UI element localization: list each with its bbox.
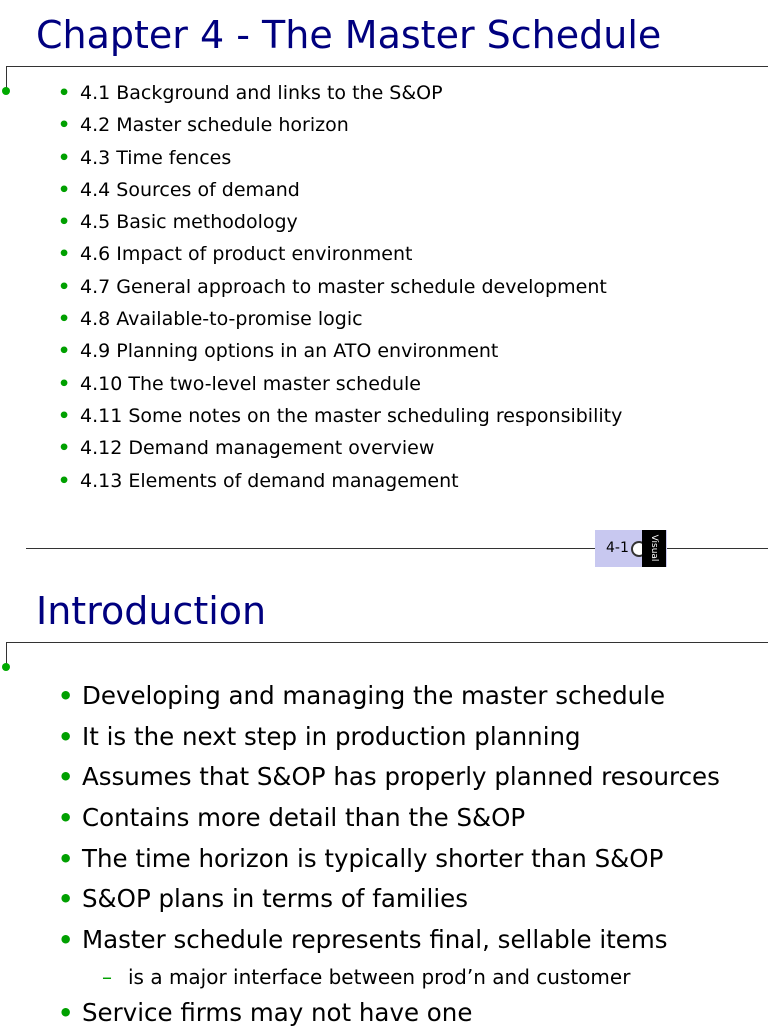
list-item <box>58 400 622 432</box>
list-item <box>58 109 622 141</box>
list-item <box>58 993 720 1034</box>
list-item-text: 4.2 Master schedule horizon <box>80 114 349 137</box>
list-item-text: 4.8 Available-to-promise logic <box>80 308 363 331</box>
list-item <box>58 717 720 758</box>
list-item <box>58 920 720 961</box>
list-item-text: 4.6 Impact of product environment <box>80 243 413 266</box>
list-item-text: Service firms may not have one <box>82 997 473 1027</box>
list-item-text: Master schedule represents final, sellable items <box>82 925 668 955</box>
bullet-icon: • <box>58 804 74 833</box>
bullet-icon: • <box>58 469 71 492</box>
bullet-icon: • <box>58 404 71 427</box>
bullet-marker-dot <box>2 87 10 95</box>
list-item-text: 4.3 Time fences <box>80 146 232 169</box>
bullet-icon: • <box>58 82 71 104</box>
list-item-text: 4.12 Demand management overview <box>80 437 435 460</box>
slide-title: Chapter 4 - The Master Schedule <box>36 13 662 57</box>
list-item <box>58 676 720 717</box>
page-number: 4-1 <box>606 540 629 556</box>
list-item <box>58 368 622 400</box>
list-item-text: Contains more detail than the S&OP <box>82 803 526 833</box>
header-rule <box>6 642 768 643</box>
bullet-icon: • <box>58 722 74 751</box>
list-item-text: 4.7 General approach to master schedule development <box>80 275 607 298</box>
bullet-icon: • <box>58 178 71 201</box>
bullet-icon: • <box>58 998 74 1027</box>
bullet-icon: • <box>58 437 71 460</box>
list-item <box>58 839 720 880</box>
list-item <box>58 465 622 497</box>
list-item-text: Assumes that S&OP has properly planned resources <box>82 762 720 792</box>
list-item-text: 4.1 Background and links to the S&OP <box>80 82 443 104</box>
bullet-icon: • <box>58 372 71 395</box>
list-item-text: 4.4 Sources of demand <box>80 178 300 201</box>
list-item <box>58 757 720 798</box>
list-item <box>58 206 622 238</box>
list-item <box>58 303 622 335</box>
slide-title: Introduction <box>36 589 267 633</box>
visual-tab <box>642 530 666 567</box>
list-item-text: Developing and managing the master schedule <box>82 681 666 710</box>
bullet-icon: • <box>58 885 74 914</box>
bullet-icon: • <box>58 275 71 298</box>
bullet-icon: • <box>58 308 71 331</box>
list-item <box>58 238 622 270</box>
list-item <box>58 798 720 839</box>
list-item-text: 4.13 Elements of demand management <box>80 469 459 492</box>
list-item-text: 4.5 Basic methodology <box>80 211 298 234</box>
list-item <box>58 174 622 206</box>
bullet-icon: • <box>58 211 71 234</box>
list-item-text: is a major interface between prod’n and customer <box>128 964 631 989</box>
bullet-icon: • <box>58 763 74 792</box>
bullet-icon: • <box>58 844 74 873</box>
bullet-icon: • <box>58 114 71 137</box>
bullet-icon: • <box>58 340 71 363</box>
bullet-marker-dot <box>2 663 10 671</box>
list-item <box>58 142 622 174</box>
list-item <box>58 271 622 303</box>
visual-tab-label: Visual <box>649 534 659 562</box>
bullet-icon: • <box>58 682 74 710</box>
dash-icon: – <box>102 964 112 989</box>
list-item-text: It is the next step in production planning <box>82 721 581 751</box>
list-item <box>58 77 622 109</box>
list-item-text: 4.10 The two-level master schedule <box>80 372 421 395</box>
list-item <box>58 335 622 367</box>
bullet-icon: • <box>58 926 74 955</box>
list-item <box>58 879 720 920</box>
header-rule <box>6 66 768 67</box>
list-item-text: S&OP plans in terms of families <box>82 884 468 914</box>
bullet-icon: • <box>58 243 71 266</box>
list-item-text: The time horizon is typically shorter than S&OP <box>82 843 664 873</box>
list-item <box>58 432 622 464</box>
introduction-list <box>58 676 720 1034</box>
list-item-text: 4.11 Some notes on the master scheduling responsibility <box>80 404 623 427</box>
bullet-icon: • <box>58 146 71 169</box>
list-item-text: 4.9 Planning options in an ATO environment <box>80 340 499 363</box>
chapter-contents-list <box>58 77 622 497</box>
sub-list-item <box>58 961 720 993</box>
